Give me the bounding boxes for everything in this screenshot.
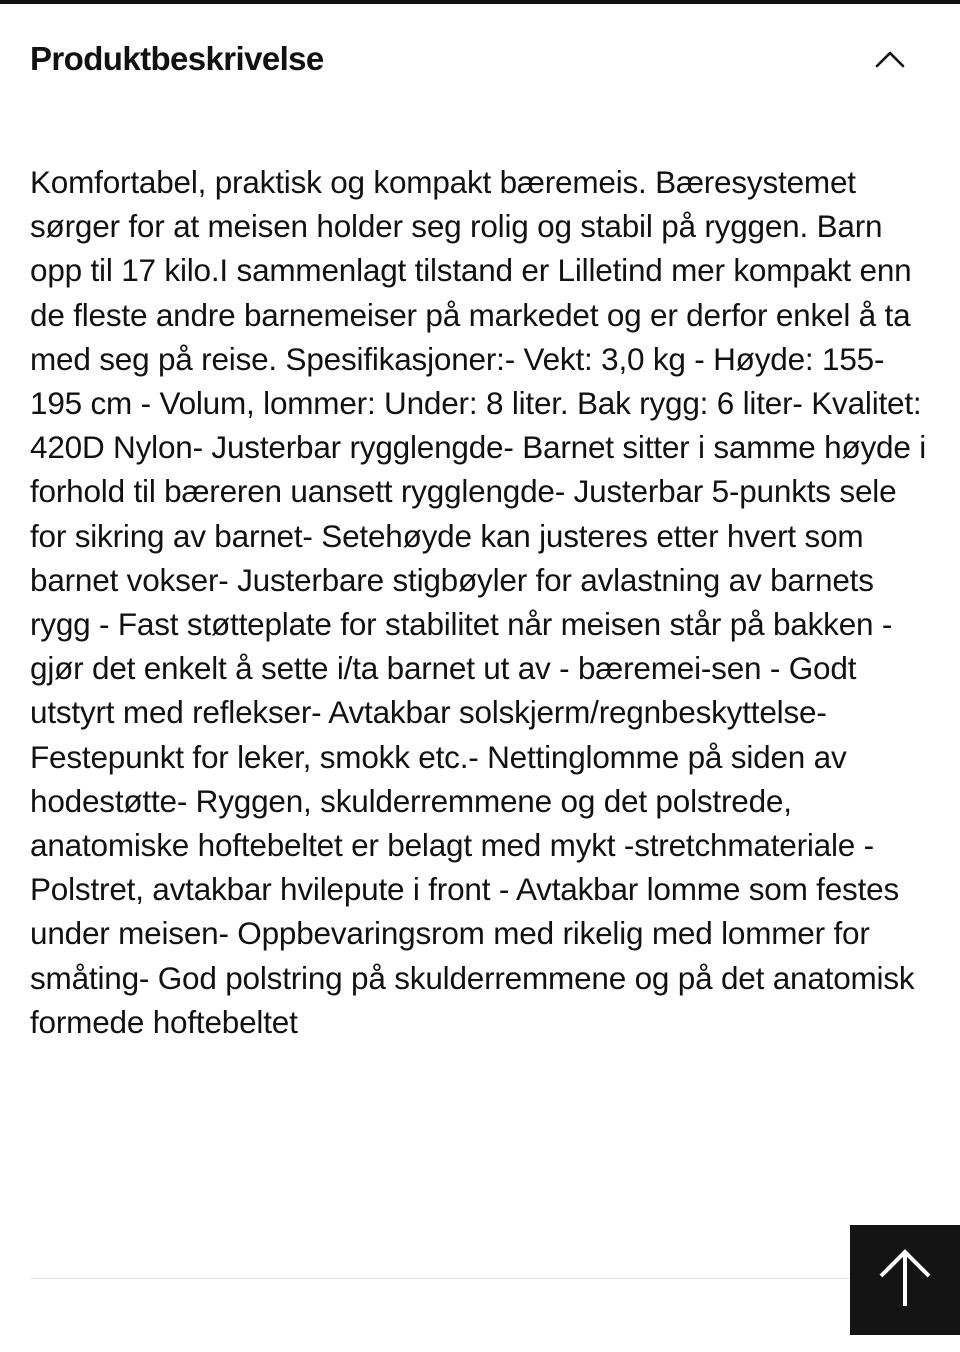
accordion-header-product-description[interactable] <box>30 34 910 84</box>
chevron-up-icon[interactable] <box>870 39 910 79</box>
arrow-up-icon <box>875 1246 935 1315</box>
section-title: Produktbeskrivelse <box>30 40 324 77</box>
top-border <box>0 0 960 4</box>
back-to-top-button[interactable] <box>850 1225 960 1335</box>
divider <box>30 1278 850 1279</box>
product-description-text: Komfortabel, praktisk og kompakt bæremeis. Bæresystemet sørger for at meisen holder seg rolig og stabil på ryggen. Barn opp til 17 kilo.I sammenlagt tilstand er Lilletind mer kompakt enn de fleste andre barnemeiser på markedet og er derfor enkel å ta med seg på reise. Spesifikasjoner:- Vekt: 3,0 kg - Høyde: 155-195 cm - Volum, lommer: Under: 8 liter. Bak rygg: 6 liter- Kvalitet: 420D Nylon- Justerbar rygglengde- Barnet sitter i samme høyde i forhold til bæreren uansett rygglengde- Justerbar 5-punkts sele for sikring av barnet- Setehøyde kan justeres etter hvert som barnet vokser- Justerbare stigbøyler for avlastning av barnets rygg - Fast støtteplate for stabilitet når meisen står på bakken - gjør det enkelt å sette i/ta barnet ut av - bæremei-sen - Godt utstyrt med reflekser- Avtakbar solskjerm/regnbeskyttelse- Festepunkt for leker, smokk etc.- Nettinglomme på siden av hodestøtte- Ryggen, skulderremmene og det polstrede, anatomiske hoftebeltet er belagt med mykt -stretchmateriale - Polstret, avtakbar hvilepute i front - Avtakbar lomme som festes under meisen- Oppbevaringsrom med rikelig med lommer for småting- God polstring på skulderremmene og på det anatomisk formede hoftebeltet <box>30 164 927 1040</box>
